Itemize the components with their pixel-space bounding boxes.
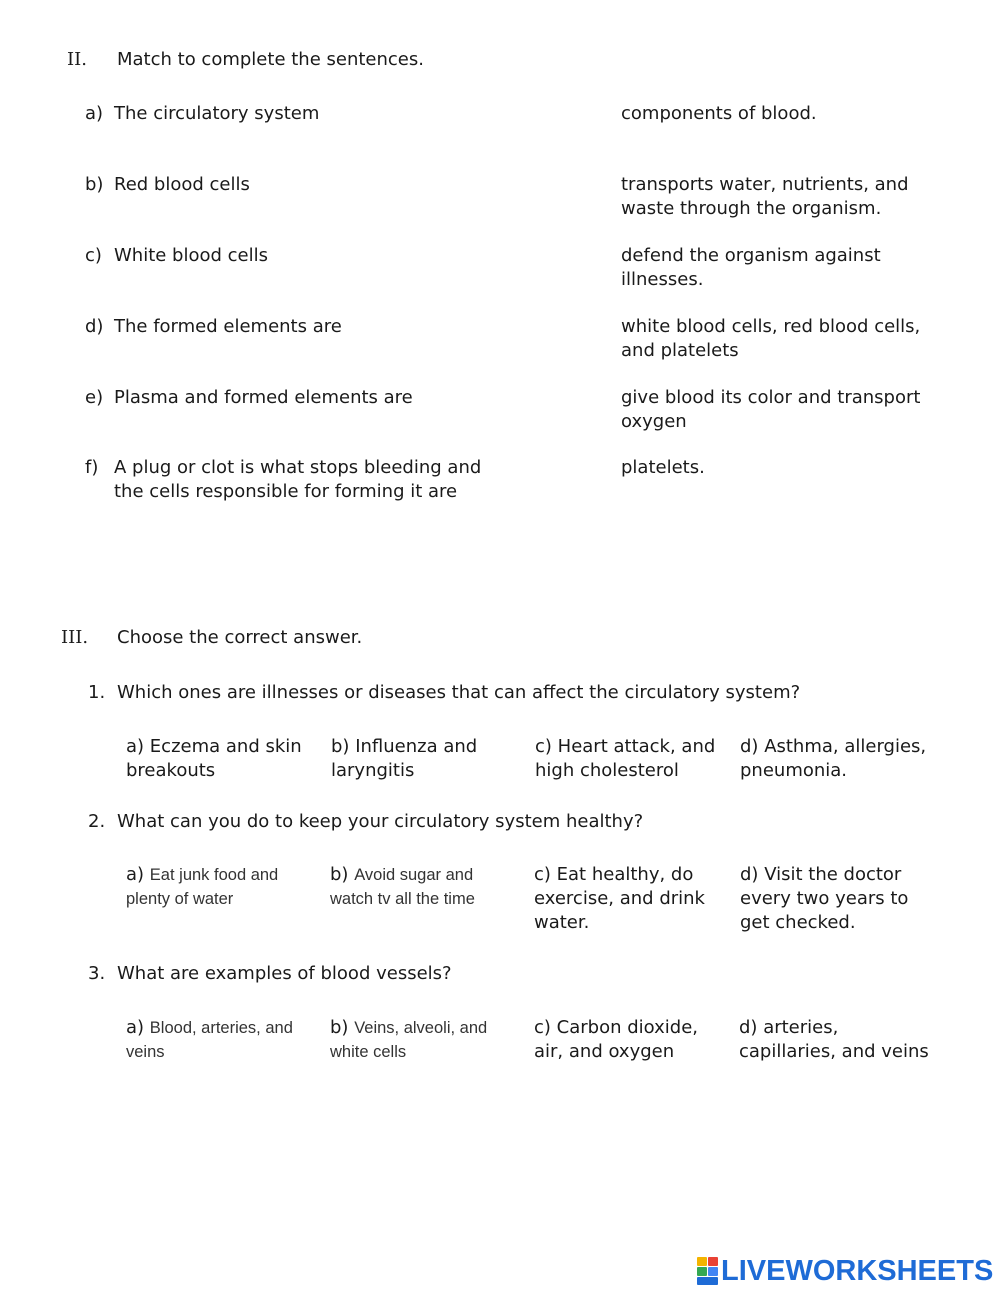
q2-option-d[interactable] <box>740 863 908 935</box>
q2-option-d-line-1: Visit the doctor <box>764 864 902 885</box>
q3-option-c-line-2: air, and oxygen <box>534 1041 675 1062</box>
q2-option-a-line-1: Eat junk food and <box>149 866 279 884</box>
section-2-number: II. <box>67 49 87 70</box>
q2-option-b[interactable] <box>330 863 475 911</box>
logo-blocks-icon <box>697 1257 719 1285</box>
q3-option-d[interactable] <box>739 1016 929 1064</box>
q3-option-c-line-1: Carbon dioxide, <box>556 1017 698 1038</box>
q2-option-d-letter: d) <box>740 864 759 885</box>
match-answer-2-line-1[interactable]: transports water, nutrients, and <box>621 174 909 195</box>
match-item-a-label: a) <box>85 103 104 124</box>
q1-option-d-letter: d) <box>740 736 759 757</box>
match-item-c-label: c) <box>85 245 102 266</box>
q1-option-a[interactable] <box>126 735 302 783</box>
q2-option-d-line-3: get checked. <box>740 912 856 933</box>
question-1-number: 1. <box>88 682 106 703</box>
logo-text: LIVEWORKSHEETS <box>721 1255 994 1287</box>
match-item-f-label: f) <box>85 457 99 478</box>
q1-option-a-line-1: Eczema and skin <box>149 736 302 757</box>
q3-option-b-letter: b) <box>330 1017 349 1038</box>
q2-option-a-letter: a) <box>126 864 145 885</box>
match-answer-1[interactable]: components of blood. <box>621 103 817 124</box>
q1-option-b-line-1: Influenza and <box>355 736 478 757</box>
question-3-text: What are examples of blood vessels? <box>117 963 452 984</box>
match-answer-4-line-1[interactable]: white blood cells, red blood cells, <box>621 316 921 337</box>
q1-option-b[interactable] <box>331 735 477 783</box>
q3-option-a-line-2: veins <box>126 1043 165 1061</box>
question-3-number: 3. <box>88 963 106 984</box>
match-item-f-text-line-2: the cells responsible for forming it are <box>114 481 458 502</box>
question-2-number: 2. <box>88 811 106 832</box>
q2-option-c[interactable] <box>534 863 705 935</box>
question-1-text: Which ones are illnesses or diseases that can affect the circulatory system? <box>117 682 801 703</box>
match-item-b-text: Red blood cells <box>114 174 250 195</box>
q1-option-c-line-2: high cholesterol <box>535 760 679 781</box>
match-answer-6[interactable]: platelets. <box>621 457 705 478</box>
q3-option-b-line-2: white cells <box>330 1043 407 1061</box>
q2-option-c-line-2: exercise, and drink <box>534 888 705 909</box>
match-item-a-text: The circulatory system <box>114 103 320 124</box>
match-item-e-label: e) <box>85 387 104 408</box>
q2-option-b-line-1: Avoid sugar and <box>354 866 474 884</box>
q1-option-a-letter: a) <box>126 736 145 757</box>
match-item-d-text: The formed elements are <box>114 316 342 337</box>
q1-option-b-line-2: laryngitis <box>331 760 415 781</box>
q1-option-d-line-2: pneumonia. <box>740 760 848 781</box>
q2-option-c-letter: c) <box>534 864 551 885</box>
q2-option-a-line-2: plenty of water <box>126 890 234 908</box>
q3-option-a-letter: a) <box>126 1017 145 1038</box>
match-answer-4-line-2[interactable]: and platelets <box>621 340 739 361</box>
q2-option-b-letter: b) <box>330 864 349 885</box>
q1-option-c-letter: c) <box>535 736 552 757</box>
section-3-number: III. <box>61 627 89 648</box>
match-item-b-label: b) <box>85 174 104 195</box>
q1-option-c-line-1: Heart attack, and <box>557 736 716 757</box>
match-item-e-text: Plasma and formed elements are <box>114 387 413 408</box>
q3-option-b[interactable] <box>330 1016 487 1064</box>
match-item-f-text-line-1: A plug or clot is what stops bleeding and <box>114 457 482 478</box>
q3-option-d-line-2: capillaries, and veins <box>739 1041 929 1062</box>
match-item-d-label: d) <box>85 316 104 337</box>
q2-option-c-line-3: water. <box>534 912 590 933</box>
q2-option-c-line-1: Eat healthy, do <box>556 864 694 885</box>
q3-option-c-letter: c) <box>534 1017 551 1038</box>
q1-option-a-line-2: breakouts <box>126 760 216 781</box>
q3-option-a[interactable] <box>126 1016 293 1064</box>
question-2-text: What can you do to keep your circulatory system healthy? <box>117 811 644 832</box>
match-answer-2-line-2[interactable]: waste through the organism. <box>621 198 882 219</box>
match-item-c-text: White blood cells <box>114 245 269 266</box>
q2-option-b-line-2: watch tv all the time <box>330 890 475 908</box>
q3-option-d-line-1: arteries, <box>763 1017 839 1038</box>
q3-option-d-letter: d) <box>739 1017 758 1038</box>
q1-option-d-line-1: Asthma, allergies, <box>764 736 927 757</box>
q1-option-c[interactable] <box>535 735 715 783</box>
q1-option-d[interactable] <box>740 735 926 783</box>
q3-option-a-line-1: Blood, arteries, and <box>149 1019 293 1037</box>
match-answer-5-line-2[interactable]: oxygen <box>621 411 687 432</box>
match-answer-5-line-1[interactable]: give blood its color and transport <box>621 387 921 408</box>
q2-option-a[interactable] <box>126 863 278 911</box>
section-2-title: Match to complete the sentences. <box>117 49 424 70</box>
q3-option-c[interactable] <box>534 1016 698 1064</box>
liveworksheets-logo[interactable] <box>697 1256 993 1286</box>
q2-option-d-line-2: every two years to <box>740 888 909 909</box>
match-answer-3-line-2[interactable]: illnesses. <box>621 269 704 290</box>
q3-option-b-line-1: Veins, alveoli, and <box>354 1019 488 1037</box>
section-3-title: Choose the correct answer. <box>117 627 363 648</box>
q1-option-b-letter: b) <box>331 736 350 757</box>
match-answer-3-line-1[interactable]: defend the organism against <box>621 245 881 266</box>
